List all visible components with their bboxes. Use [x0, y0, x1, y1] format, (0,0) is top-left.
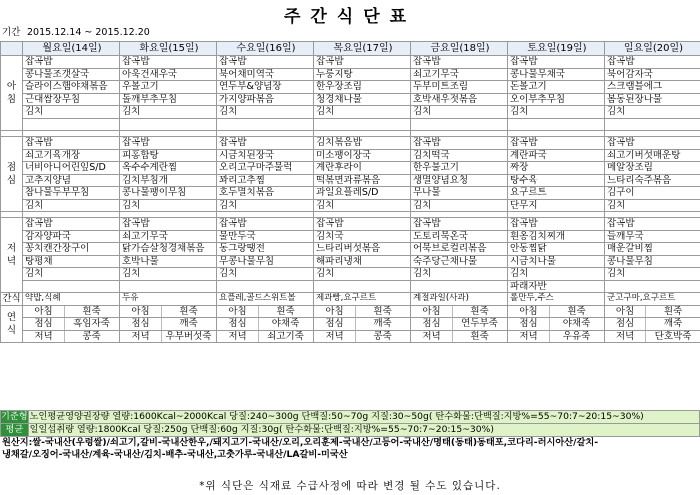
menu-cell: 꽁치캔간장구이 [23, 243, 120, 256]
menu-cell: 해파리냉채 [314, 255, 411, 268]
menu-cell: 슬라이스햄야채볶음 [23, 81, 120, 94]
menu-cell: 흰옹김치찌개 [508, 230, 605, 243]
menu-cell: 느타리버섯볶음 [314, 243, 411, 256]
soft-food-item: 흰죽 [64, 306, 119, 318]
menu-cell: 김치 [23, 106, 120, 119]
soft-food-item: 흰죽 [452, 306, 507, 318]
menu-cell: 김치 [314, 268, 411, 281]
menu-cell: 호박새우젓볶음 [411, 93, 508, 106]
snack-cell: 롤만두,주스 [508, 293, 605, 306]
soft-food-cell [508, 330, 605, 343]
soft-food-item: 흰죽 [355, 306, 410, 318]
menu-cell [217, 118, 314, 131]
menu-cell: 잡곡밥 [411, 137, 508, 150]
meal-label [1, 218, 23, 293]
menu-cell: 한우장조림 [314, 81, 411, 94]
soft-food-row [1, 318, 700, 331]
menu-cell: 오리고구마주물럭 [217, 162, 314, 175]
menu-cell [23, 118, 120, 131]
soft-food-cell [605, 305, 700, 318]
menu-cell: 김치부침개 [120, 174, 217, 187]
snack-cell: 두유 [120, 293, 217, 306]
nutrition-table [0, 410, 700, 437]
menu-cell: 잡곡밥 [314, 218, 411, 231]
menu-cell: 쇠고기무국 [120, 230, 217, 243]
menu-cell: 잡곡밥 [217, 218, 314, 231]
menu-row [1, 280, 700, 293]
menu-cell: 단무지 [508, 199, 605, 212]
soft-food-time: 아침 [34, 305, 53, 317]
soft-food-time: 점심 [422, 318, 441, 329]
menu-cell: 쇠고기버섯매운탕 [605, 149, 700, 162]
meal-label [1, 137, 23, 212]
menu-cell [314, 280, 411, 293]
menu-cell: 김치 [411, 106, 508, 119]
soft-food-row [1, 330, 700, 343]
soft-food-item: 흰죽 [161, 306, 216, 318]
menu-cell: 김치 [23, 199, 120, 212]
soft-food-time: 저녁 [131, 330, 150, 342]
menu-cell: 느타리숙주볶음 [605, 174, 700, 187]
menu-cell: 돈볼고기 [508, 81, 605, 94]
menu-cell: 탕수육 [508, 174, 605, 187]
menu-cell: 봄동된장나물 [605, 93, 700, 106]
origin-line: 냉채갈/오징어-국내산/계육-국내산/김치-배추-국내산,고춧가루-국내산/LA갈비-미국산 [2, 448, 348, 460]
soft-food-cell [23, 305, 120, 318]
menu-cell: 시금치나물 [508, 255, 605, 268]
menu-cell: 김치 [120, 199, 217, 212]
soft-food-time: 저녁 [519, 330, 538, 342]
soft-food-cell [120, 305, 217, 318]
soft-food-time: 점심 [228, 318, 247, 329]
day-header: 토요일(19일) [508, 42, 605, 56]
menu-cell: 콩나물팽이무침 [120, 187, 217, 200]
menu-cell: 시금치된장국 [217, 149, 314, 162]
menu-row [1, 218, 700, 231]
day-header: 화요일(15일) [120, 42, 217, 56]
soft-food-label-text: 연식 [6, 311, 17, 336]
menu-cell [605, 118, 700, 131]
day-header-row [1, 42, 700, 56]
meal-label [1, 56, 23, 131]
menu-cell [23, 280, 120, 293]
menu-cell: 잡곡밥 [508, 218, 605, 231]
menu-cell: 과일요플레S/D [314, 187, 411, 200]
menu-cell: 잡곡밥 [23, 218, 120, 231]
menu-cell: 김치 [411, 199, 508, 212]
menu-cell: 오이부추무침 [508, 93, 605, 106]
menu-cell [411, 280, 508, 293]
menu-cell: 잡곡밥 [120, 56, 217, 69]
soft-food-time: 점심 [519, 318, 538, 329]
menu-cell: 고추지양념 [23, 174, 120, 187]
menu-cell: 김구이 [605, 187, 700, 200]
nutrition-text: 노인평균영양권장량 열량:1600Kcal~2000Kcal 당질:240~300g 단백질:50~70g 지질:30~50g( 탄수화물:단백질:지방%=55~70:7~20:15~30%) [28, 411, 699, 424]
soft-food-cell [605, 318, 700, 331]
menu-cell: 호두멸치볶음 [217, 187, 314, 200]
soft-food-cell [23, 318, 120, 331]
menu-row [1, 243, 700, 256]
soft-food-item: 깨죽 [161, 318, 216, 330]
day-header: 수요일(16일) [217, 42, 314, 56]
menu-cell: 잡곡밥 [314, 56, 411, 69]
snack-cell: 군고구마,요구르트 [605, 293, 700, 306]
day-header: 월요일(14일) [23, 42, 120, 56]
soft-food-time: 저녁 [325, 330, 344, 342]
day-header: 목요일(17일) [314, 42, 411, 56]
menu-row [1, 268, 700, 281]
soft-food-item: 단호박죽 [645, 331, 700, 343]
soft-food-cell [314, 330, 411, 343]
menu-cell: 김치 [508, 106, 605, 119]
menu-cell: 잡곡밥 [217, 56, 314, 69]
soft-food-time: 아침 [325, 305, 344, 317]
menu-cell: 너비아니어린잎S/D [23, 162, 120, 175]
menu-cell [605, 280, 700, 293]
menu-cell: 쇠고기무국 [411, 68, 508, 81]
origin-line: 원산지:쌀-국내산(우렁쌀)/쇠고기,갈비-국내산한우,/돼지고기-국내산/오리,오리훈제-국내산/고등어-국내산/명태(동태)동태포,코다리-러시아산/갈치- [2, 437, 599, 448]
menu-cell: 들깨무국 [605, 230, 700, 243]
menu-cell: 안동찜닭 [508, 243, 605, 256]
snack-cell: 약밥,식혜 [23, 293, 120, 306]
menu-cell: 어묵브로컬리볶음 [411, 243, 508, 256]
menu-cell: 북어채미역국 [217, 68, 314, 81]
menu-cell: 잡곡밥 [23, 137, 120, 150]
soft-food-item: 콩죽 [64, 331, 119, 343]
menu-cell: 옥수수계란찜 [120, 162, 217, 175]
snack-cell: 요플레,골드스위트볼 [217, 293, 314, 306]
menu-row [1, 56, 700, 69]
soft-food-cell [23, 330, 120, 343]
menu-cell: 잡곡밥 [23, 56, 120, 69]
soft-food-item: 흰죽 [645, 306, 700, 318]
menu-cell [411, 118, 508, 131]
snack-label: 간식 [2, 293, 21, 304]
menu-cell: 김치 [605, 106, 700, 119]
menu-cell [217, 280, 314, 293]
nutrition-label: 평균 [1, 424, 29, 437]
soft-food-time: 저녁 [422, 330, 441, 342]
menu-cell: 김치 [217, 106, 314, 119]
soft-food-item: 야채죽 [258, 318, 313, 330]
menu-cell: 미소팽이장국 [314, 149, 411, 162]
soft-food-item: 우부버섯죽 [161, 331, 216, 343]
day-header: 일요일(20일) [605, 42, 700, 56]
soft-food-time: 아침 [422, 305, 441, 317]
nutrition-label: 기준형 [1, 411, 28, 422]
soft-food-time: 점심 [325, 318, 344, 329]
snack-row [1, 293, 700, 306]
menu-cell: 잡곡밥 [120, 218, 217, 231]
corner-cell [1, 42, 23, 56]
menu-cell: 김치 [120, 106, 217, 119]
soft-food-item: 연두부죽 [452, 318, 507, 330]
menu-row [1, 149, 700, 162]
menu-row [1, 93, 700, 106]
menu-row [1, 187, 700, 200]
menu-cell: 잡곡밥 [605, 137, 700, 150]
snack-cell: 제과빵,요구르트 [314, 293, 411, 306]
menu-cell: 매운갈비찜 [605, 243, 700, 256]
menu-cell: 김치 [605, 199, 700, 212]
soft-food-cell [217, 318, 314, 331]
menu-cell: 생멸양념요청 [411, 174, 508, 187]
menu-row [1, 230, 700, 243]
menu-row [1, 162, 700, 175]
soft-food-item: 흑임자죽 [64, 318, 119, 330]
soft-food-time: 아침 [131, 305, 150, 317]
menu-cell: 김치국 [314, 230, 411, 243]
menu-cell: 감자양파국 [23, 230, 120, 243]
menu-cell: 계란파국 [508, 149, 605, 162]
menu-cell: 한우불고기 [411, 162, 508, 175]
menu-cell: 김치 [508, 268, 605, 281]
soft-food-cell [217, 330, 314, 343]
menu-cell: 물만두국 [217, 230, 314, 243]
soft-food-item: 쇠고기죽 [258, 331, 313, 343]
menu-cell: 닭가슴살청경채볶음 [120, 243, 217, 256]
menu-cell: 김치 [217, 199, 314, 212]
soft-food-cell [314, 318, 411, 331]
menu-cell: 누룽지탕 [314, 68, 411, 81]
menu-cell [120, 118, 217, 131]
menu-cell: 콩나물무침 [605, 255, 700, 268]
menu-cell: 김치떡국 [411, 149, 508, 162]
soft-food-label [1, 305, 23, 343]
menu-cell: 잡곡밥 [605, 56, 700, 69]
page-title: 주간식단표 [283, 7, 417, 27]
period-range: 2015.12.14 ~ 2015.12.20 [27, 27, 150, 38]
menu-cell: 잡곡밥 [411, 56, 508, 69]
menu-cell: 메알장조림 [605, 162, 700, 175]
menu-cell: 잡곡밥 [217, 137, 314, 150]
menu-row [1, 199, 700, 212]
menu-cell: 돌깨부추무침 [120, 93, 217, 106]
soft-food-item: 콩죽 [355, 331, 410, 343]
soft-food-time: 아침 [615, 305, 635, 317]
soft-food-row [1, 305, 700, 318]
meal-label-text: 점심 [6, 162, 17, 186]
menu-cell: 스크램블에그 [605, 81, 700, 94]
menu-cell: 동그랑땡전 [217, 243, 314, 256]
menu-cell: 잡곡밥 [508, 137, 605, 150]
menu-cell: 두부미트조림 [411, 81, 508, 94]
menu-cell: 콩나물조갯살국 [23, 68, 120, 81]
menu-cell: 우볼고기 [120, 81, 217, 94]
soft-food-cell [411, 305, 508, 318]
soft-food-cell [605, 330, 700, 343]
menu-cell: 피홍합탕 [120, 149, 217, 162]
soft-food-item: 흰죽 [549, 306, 604, 318]
nutrition-row [1, 411, 700, 424]
menu-cell: 잡곡밥 [411, 218, 508, 231]
soft-food-cell [120, 330, 217, 343]
menu-cell: 떡볶면과류볶음 [314, 174, 411, 187]
soft-food-time: 점심 [34, 318, 53, 329]
soft-food-item: 흰죽 [258, 306, 313, 318]
notice-text: *위 식단은 식재료 수급사정에 따라 변경 될 수도 있습니다. [199, 480, 501, 492]
soft-food-cell [411, 318, 508, 331]
menu-cell: 아욱건새우국 [120, 68, 217, 81]
menu-cell: 도토리묵온국 [411, 230, 508, 243]
period-row [0, 26, 700, 40]
soft-food-item: 깨죽 [645, 318, 700, 330]
menu-cell: 근대쌈장무침 [23, 93, 120, 106]
menu-row [1, 174, 700, 187]
menu-row [1, 118, 700, 131]
soft-food-item: 야채죽 [549, 318, 604, 330]
menu-cell [508, 118, 605, 131]
menu-cell: 꽈리고추찜 [217, 174, 314, 187]
soft-food-time: 저녁 [228, 330, 247, 342]
menu-cell: 김치 [217, 268, 314, 281]
soft-food-item: 깨죽 [355, 318, 410, 330]
soft-food-item: 우유죽 [549, 331, 604, 343]
menu-cell: 김치 [605, 268, 700, 281]
soft-food-cell [314, 305, 411, 318]
menu-cell: 쇠고기육개장 [23, 149, 120, 162]
menu-cell: 호박나물 [120, 255, 217, 268]
menu-cell: 청경채나물 [314, 93, 411, 106]
menu-cell: 잡곡밥 [508, 56, 605, 69]
nutrition-text: 일일섭취량 열량:1800Kcal 당질:250g 단백질:60g 지질:30g( 탄수화물:단백질:지방%=55~70:7~20:15~30%) [28, 424, 699, 437]
menu-cell: 잡곡밥 [120, 137, 217, 150]
menu-cell: 파래자반 [508, 280, 605, 293]
soft-food-time: 아침 [228, 305, 247, 317]
menu-cell: 참나물두부무침 [23, 187, 120, 200]
menu-row [1, 68, 700, 81]
meal-label-text: 저녁 [6, 243, 17, 267]
menu-row [1, 81, 700, 94]
snack-cell: 계절과일(사과) [411, 293, 508, 306]
soft-food-time: 점심 [615, 318, 635, 329]
menu-cell: 김치 [120, 268, 217, 281]
menu-cell: 북어감자국 [605, 68, 700, 81]
menu-row [1, 106, 700, 119]
menu-cell: 콩나물무채국 [508, 68, 605, 81]
menu-cell: 김치 [411, 268, 508, 281]
menu-cell [120, 280, 217, 293]
soft-food-cell [217, 305, 314, 318]
menu-cell: 김치 [314, 199, 411, 212]
menu-cell: 가지양파볶음 [217, 93, 314, 106]
menu-cell: 탕평채 [23, 255, 120, 268]
soft-food-cell [508, 318, 605, 331]
soft-food-cell [508, 305, 605, 318]
menu-cell: 잡곡밥 [605, 218, 700, 231]
meal-label-text: 아침 [6, 81, 17, 105]
period-label: 기간 [2, 27, 21, 38]
origin-info [2, 437, 700, 460]
menu-cell: 무나물 [411, 187, 508, 200]
soft-food-time: 저녁 [34, 330, 53, 342]
menu-cell: 김치볶음밥 [314, 137, 411, 150]
soft-food-cell [411, 330, 508, 343]
soft-food-time: 점심 [131, 318, 150, 329]
soft-food-time: 저녁 [615, 330, 635, 342]
menu-cell: 김치 [23, 268, 120, 281]
menu-cell: 요구르트 [508, 187, 605, 200]
menu-cell [314, 118, 411, 131]
menu-row [1, 137, 700, 150]
soft-food-time: 아침 [519, 305, 538, 317]
menu-table [0, 41, 700, 343]
menu-cell: 짜장 [508, 162, 605, 175]
menu-cell: 연두부&양념장 [217, 81, 314, 94]
menu-cell: 계란후라이 [314, 162, 411, 175]
nutrition-row [1, 424, 700, 437]
menu-cell: 숙주당근채나물 [411, 255, 508, 268]
soft-food-item: 흰죽 [452, 331, 507, 343]
menu-cell: 김치 [314, 106, 411, 119]
menu-row [1, 255, 700, 268]
menu-cell: 무콩나물무침 [217, 255, 314, 268]
day-header: 금요일(18일) [411, 42, 508, 56]
soft-food-cell [120, 318, 217, 331]
